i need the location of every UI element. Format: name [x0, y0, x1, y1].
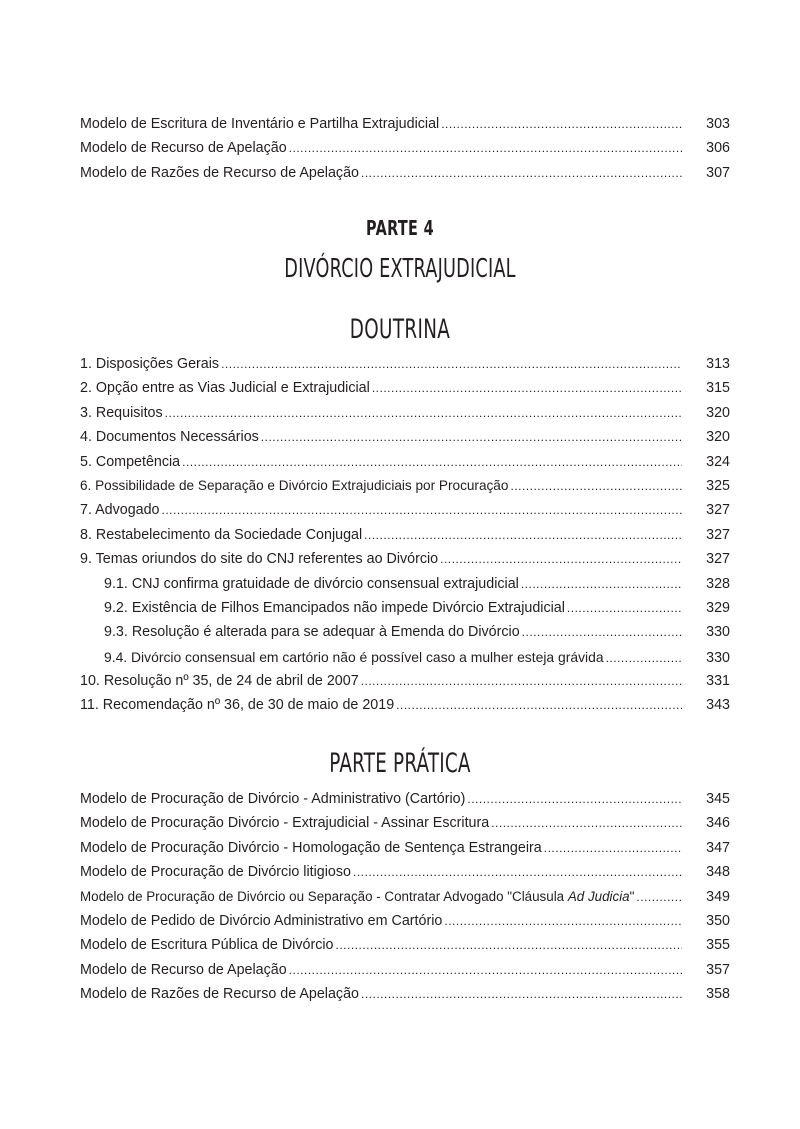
toc-entry	[80, 909, 730, 933]
dot-leader	[491, 811, 682, 835]
dot-leader	[522, 620, 682, 644]
toc-entry	[80, 836, 730, 860]
dot-leader	[444, 909, 682, 933]
toc-entry	[80, 376, 730, 400]
toc-entry-page: 329	[706, 599, 730, 616]
dot-leader	[440, 547, 682, 571]
toc-entry-label: 9.3. Resolução é alterada para se adequar à Emenda do Divórcio	[104, 624, 520, 641]
toc-entry-label: 8. Restabelecimento da Sociedade Conjugal	[80, 526, 363, 543]
toc-entry-label: Modelo de Procuração Divórcio - Extrajudicial - Assinar Escritura	[80, 815, 490, 832]
part-label: PARTE 4	[365, 216, 435, 240]
toc-entry-page: 343	[706, 697, 730, 714]
dot-leader	[162, 498, 683, 522]
toc-entry-label: 9.4. Divórcio consensual em cartório não é possível caso a mulher esteja grávida	[104, 648, 604, 665]
dot-leader	[289, 958, 682, 982]
toc-entry-page: 327	[706, 526, 730, 543]
toc-entry	[80, 352, 730, 376]
toc-entry-label: 7. Advogado	[80, 502, 160, 519]
toc-entry	[80, 787, 730, 811]
toc-entry-page: 325	[706, 477, 730, 494]
toc-entry-label: 6. Possibilidade de Separação e Divórcio Extrajudiciais por Procuração	[80, 477, 509, 493]
toc-entry-label: Modelo de Pedido de Divórcio Administrativo em Cartório	[80, 912, 443, 929]
toc-entry-label: 9. Temas oriundos do site do CNJ referentes ao Divórcio	[80, 551, 439, 568]
toc-entry	[80, 112, 730, 136]
toc-entry-page: 350	[706, 912, 730, 929]
dot-leader	[636, 885, 682, 909]
toc-entry-label: Modelo de Razões de Recurso de Apelação	[80, 986, 359, 1003]
dot-leader	[353, 860, 682, 884]
toc-entry	[80, 161, 730, 185]
label-text: Modelo de Procuração de Divórcio ou Separação - Contratar Advogado "Cláusula	[80, 888, 568, 904]
toc-entry-page: 320	[706, 429, 730, 446]
toc-entry	[80, 450, 730, 474]
label-emphasis: Ad Judicia	[567, 888, 630, 904]
toc-entry-page: 355	[706, 937, 730, 954]
toc-entry-page: 357	[706, 961, 730, 978]
dot-leader	[361, 982, 682, 1006]
toc-entry-label: 5. Competência	[80, 453, 181, 470]
toc-subentry	[80, 572, 730, 596]
toc-entry-label: 2. Opção entre as Vias Judicial e Extrajudicial	[80, 380, 370, 397]
toc-entry	[80, 811, 730, 835]
toc-entry-label: 9.2. Existência de Filhos Emancipados não impede Divórcio Extrajudicial	[104, 599, 565, 616]
dot-leader	[372, 376, 682, 400]
toc-entry-page: 328	[706, 575, 730, 592]
toc-entry-label: Modelo de Procuração de Divórcio litigioso	[80, 864, 351, 881]
toc-entry-label: Modelo de Recurso de Apelação	[80, 140, 287, 157]
toc-entry-label: 11. Recomendação nº 36, de 30 de maio de 2019	[80, 697, 395, 714]
toc-entry-page: 315	[706, 380, 730, 397]
dot-leader	[467, 787, 682, 811]
toc-entry-page: 348	[706, 864, 730, 881]
toc-entry	[80, 693, 730, 717]
dot-leader	[261, 425, 682, 449]
pratica-heading: PARTE PRÁTICA	[329, 748, 471, 779]
dot-leader	[396, 693, 682, 717]
toc-subentry	[80, 645, 730, 669]
dot-leader	[165, 401, 682, 425]
toc-entry-page: 307	[706, 164, 730, 181]
dot-leader	[221, 352, 682, 376]
toc-entry-label: Modelo de Razões de Recurso de Apelação	[80, 164, 359, 181]
toc-entry	[80, 933, 730, 957]
toc-entry-page: 330	[706, 649, 730, 666]
toc-entry-label: Modelo de Escritura de Inventário e Partilha Extrajudicial	[80, 116, 440, 132]
toc-entry-label: 10. Resolução nº 35, de 24 de abril de 2007	[80, 673, 359, 690]
toc-entry-label: Modelo de Procuração Divórcio - Homologação de Sentença Estrangeira	[80, 839, 542, 856]
toc-entry-page: 345	[706, 791, 730, 807]
dot-leader	[289, 136, 682, 160]
toc-entry-page: 303	[706, 116, 730, 132]
toc-entry	[80, 669, 730, 693]
toc-entry-page: 331	[706, 673, 730, 690]
toc-pratica-section	[80, 787, 730, 1007]
toc-entry	[80, 523, 730, 547]
dot-leader	[361, 669, 682, 693]
dot-leader	[364, 523, 682, 547]
toc-entry-page: 327	[706, 502, 730, 519]
toc-entry-page: 330	[706, 624, 730, 641]
toc-entry-page: 358	[706, 986, 730, 1003]
toc-entry-page: 349	[706, 888, 730, 905]
toc-entry-label: 4. Documentos Necessários	[80, 429, 259, 446]
toc-entry-label: 9.1. CNJ confirma gratuidade de divórcio consensual extrajudicial	[104, 575, 519, 592]
toc-entry-label: Modelo de Recurso de Apelação	[80, 961, 287, 978]
dot-leader	[567, 596, 682, 620]
dot-leader	[606, 646, 682, 670]
toc-entry	[80, 425, 730, 449]
toc-entry	[80, 547, 730, 571]
toc-entry-page: 324	[706, 453, 730, 470]
toc-subentry	[80, 620, 730, 644]
dot-leader	[182, 450, 682, 474]
toc-entry	[80, 401, 730, 425]
toc-entry	[80, 498, 730, 522]
toc-entry	[80, 982, 730, 1006]
toc-entry-label: 3. Requisitos	[80, 404, 163, 421]
toc-entry-page: 313	[706, 356, 730, 372]
toc-entry-page: 327	[706, 551, 730, 568]
toc-top-section	[80, 112, 730, 185]
dot-leader	[361, 161, 682, 185]
toc-entry-label: Modelo de Escritura Pública de Divórcio	[80, 937, 334, 954]
toc-entry-page: 346	[706, 815, 730, 832]
toc-entry	[80, 885, 730, 909]
dot-leader	[336, 933, 683, 957]
toc-doutrina-section	[80, 352, 730, 718]
toc-entry-label: 1. Disposições Gerais	[80, 356, 220, 372]
dot-leader	[521, 572, 682, 596]
doutrina-heading: DOUTRINA	[349, 314, 451, 345]
toc-entry	[80, 958, 730, 982]
part-title: DIVÓRCIO EXTRAJUDICIAL	[284, 254, 516, 284]
toc-subentry	[80, 596, 730, 620]
dot-leader	[441, 112, 682, 136]
label-text: "	[629, 888, 635, 904]
toc-entry-label	[80, 885, 634, 909]
toc-entry-label: Modelo de Procuração de Divórcio - Administrativo (Cartório)	[80, 791, 466, 807]
toc-entry-page: 306	[706, 140, 730, 157]
toc-entry	[80, 474, 730, 498]
dot-leader	[510, 474, 682, 498]
toc-entry	[80, 136, 730, 160]
toc-entry	[80, 860, 730, 884]
dot-leader	[544, 836, 682, 860]
toc-entry-page: 347	[706, 839, 730, 856]
toc-entry-page: 320	[706, 404, 730, 421]
